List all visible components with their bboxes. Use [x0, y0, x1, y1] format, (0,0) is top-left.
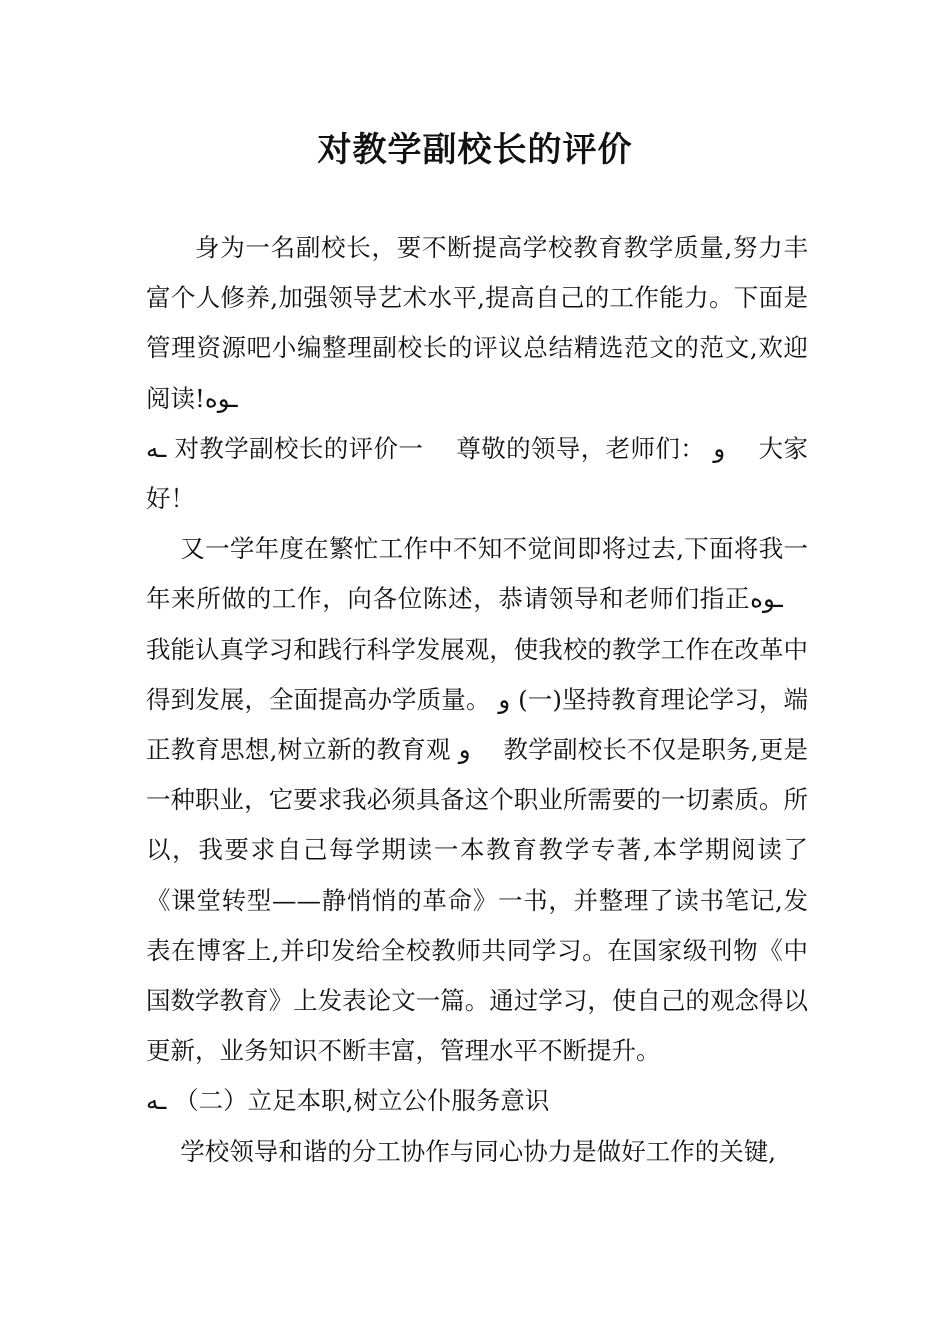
paragraph-section-two-heading: ـه （二）立足本职,树立公仆服务意识	[146, 1086, 550, 1116]
paragraph-intro: 身为一名副校长，要不断提高学校教育教学质量,努力丰富个人修养,加强领导艺术水平,提高自己的工作能力。下面是管理资源吧小编整理副校长的评议总结精选范文的范文,欢迎阅读!ـوه	[146, 233, 808, 413]
document-body	[146, 223, 808, 1177]
paragraph-section-two-body: 学校领导和谐的分工协作与同心协力是做好工作的关键,	[180, 1136, 777, 1166]
paragraph-greeting: ـه 对教学副校长的评价一 尊敬的领导，老师们： و 大家好！	[146, 433, 808, 514]
document-title: 对教学副校长的评价	[317, 130, 633, 170]
paragraph-main: 又一学年度在繁忙工作中不知不觉间即将过去,下面将我一年来所做的工作，向各位陈述，恭请领导和老师们指正ـوه 我能认真学习和践行科学发展观，使我校的教学工作在改革中得到发展，全面提高办学质量。 و (一)坚持教育理论学习，端正教育思想,树立新的教育观 و 教学副校长不仅是职务,更是一种职业，它要求我必须具备这个职业所需要的一切素质。所以，我要求自己每学期读一本教育教学专著,本学期阅读了《课堂转型——静悄悄的革命》一书，并整理了读书笔记,发表在博客上,并印发给全校教师共同学习。在国家级刊物《中国数学教育》上发表论文一篇。通过学习，使自己的观念得以更新，业务知识不断丰富，管理水平不断提升。	[146, 534, 809, 1066]
